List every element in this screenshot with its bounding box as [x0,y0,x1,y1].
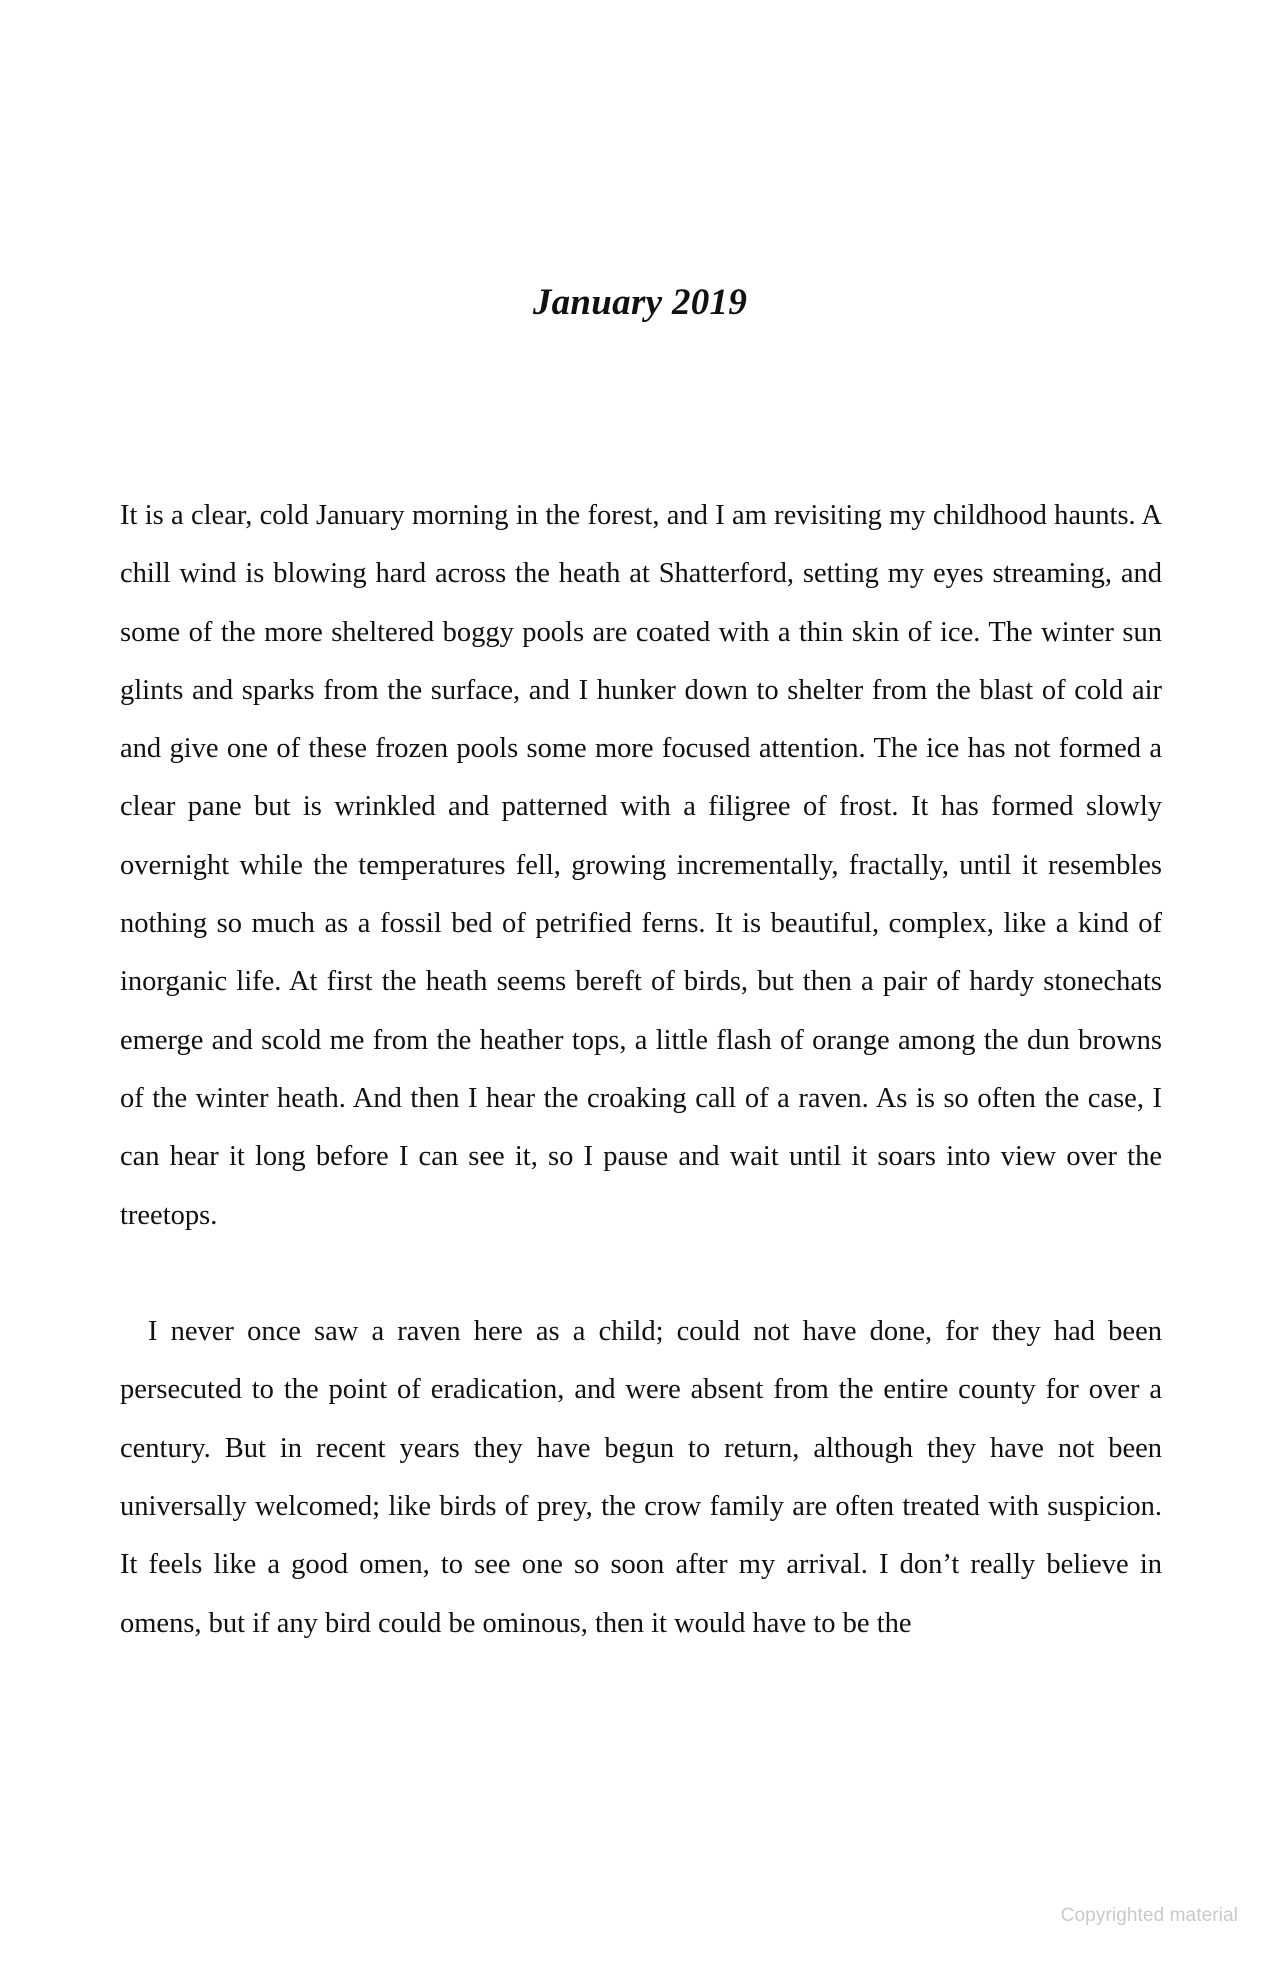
body-paragraph: It is a clear, cold January morning in the forest, and I am revisiting my childhood haunts. A chill wind is blowing hard across the heath at Shatterford, setting my eyes streaming, and some of the more sheltered boggy pools are coated with a thin skin of ice. The winter sun glints and sparks from the surface, and I hunker down to shelter from the blast of cold air and give one of these frozen pools some more focused attention. The ice has not formed a clear pane but is wrinkled and patterned with a filigree of frost. It has formed slowly overnight while the temperatures fell, growing incrementally, fractally, until it resembles nothing so much as a fossil bed of petrified ferns. It is beautiful, complex, like a kind of inorganic life. At first the heath seems bereft of birds, but then a pair of hardy stonechats emerge and scold me from the heather tops, a little flash of orange among the dun browns of the winter heath. And then I hear the croaking call of a raven. As is so often the case, I can hear it long before I can see it, so I pause and wait until it soars into view over the treetops. [120,500,1162,1231]
copyright-watermark: Copyrighted material [1060,1905,1238,1926]
page-title: January 2019 [532,281,748,323]
body-text-column [120,487,1162,1653]
body-paragraph: I never once saw a raven here as a child; could not have done, for they had been persecuted to the point of eradication, and were absent from the entire county for over a century. But in recent years they have begun to return, although they have not been universally welcomed; like birds of prey, the crow family are often treated with suspicion. It feels like a good omen, to see one so soon after my arrival. I don’t really believe in omens, but if any bird could be ominous, then it would have to be the [120,1316,1162,1639]
